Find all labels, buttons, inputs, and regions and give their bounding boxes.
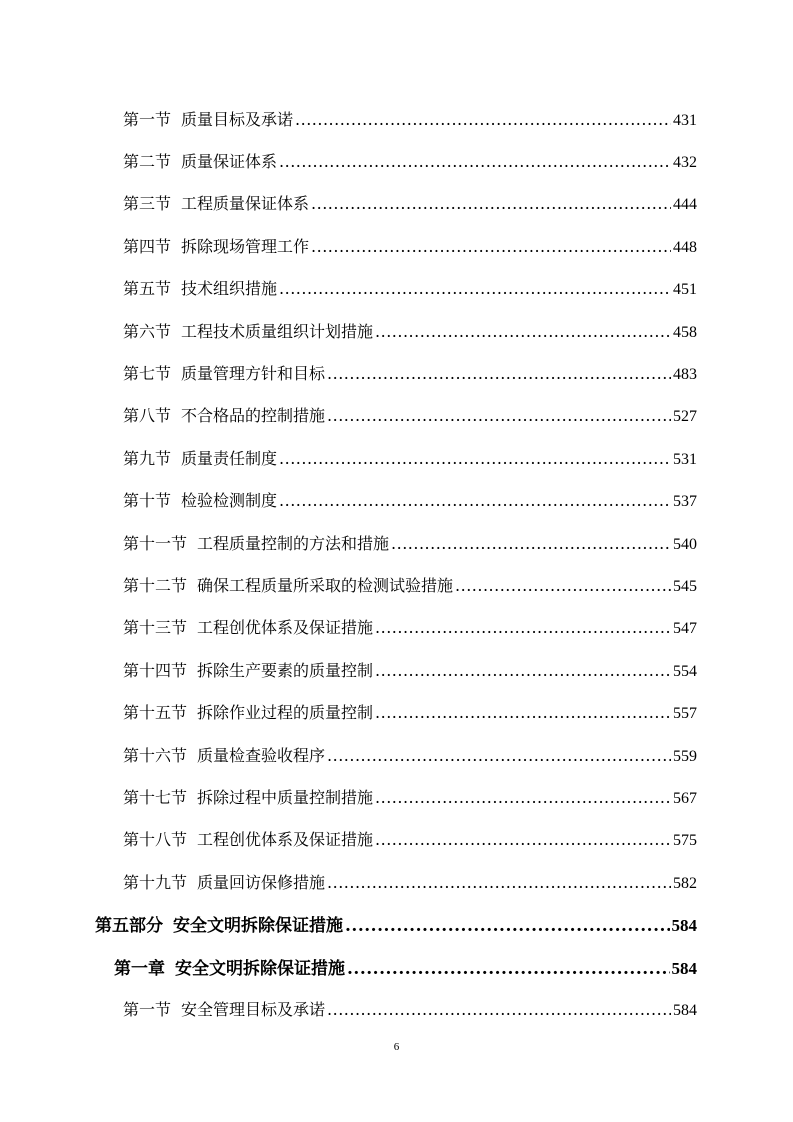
dot-leader <box>327 746 671 765</box>
toc-entry-page: 448 <box>673 238 697 256</box>
toc-entry-page: 582 <box>673 874 697 892</box>
toc-entry[interactable] <box>0 479 793 521</box>
toc-entry-page: 527 <box>673 408 697 426</box>
toc-entry-page: 451 <box>673 281 697 299</box>
toc-entry[interactable] <box>0 818 793 860</box>
toc-entry-title: 安全文明拆除保证措施 <box>175 958 345 979</box>
toc-entry-number: 第四节 <box>123 236 172 256</box>
toc-entry-number: 第十节 <box>123 491 172 511</box>
dot-leader <box>279 491 671 510</box>
toc-entry-number: 第十二节 <box>123 575 188 595</box>
toc-entry[interactable] <box>0 182 793 224</box>
toc-entry-title: 拆除现场管理工作 <box>181 236 310 256</box>
toc-entry-page: 584 <box>673 1001 697 1019</box>
dot-leader <box>311 237 671 256</box>
toc-entry[interactable] <box>0 139 793 181</box>
toc-entry-page: 584 <box>671 916 697 936</box>
toc-part-heading[interactable] <box>0 902 793 944</box>
toc-entry-number: 第十六节 <box>123 745 188 765</box>
toc-entry-page: 432 <box>673 154 697 172</box>
toc-entry-page: 545 <box>673 577 697 595</box>
toc-entry-number: 第十三节 <box>123 618 188 638</box>
toc-entry-title: 工程技术质量组织计划措施 <box>181 321 374 341</box>
toc-entry-page: 483 <box>673 366 697 384</box>
toc-entry-number: 第六节 <box>123 321 172 341</box>
toc-entry-number: 第二节 <box>123 152 172 172</box>
toc-entry[interactable] <box>0 394 793 436</box>
toc-entry-page: 431 <box>673 111 697 129</box>
toc-entry-title: 质量回访保修措施 <box>197 872 326 892</box>
dot-leader <box>295 110 671 129</box>
toc-entry-title: 不合格品的控制措施 <box>181 406 326 426</box>
toc-entry-title: 拆除作业过程的质量控制 <box>197 703 374 723</box>
toc-entry-title: 技术组织措施 <box>181 279 278 299</box>
toc-entry-number: 第十四节 <box>123 660 188 680</box>
toc-entry-page: 584 <box>671 958 697 978</box>
dot-leader <box>375 703 671 722</box>
toc-entry[interactable] <box>0 648 793 690</box>
toc-entry-number: 第三节 <box>123 194 172 214</box>
dot-leader <box>375 322 671 341</box>
toc-entry[interactable] <box>0 97 793 139</box>
dot-leader <box>345 916 670 936</box>
toc-entry[interactable] <box>0 563 793 605</box>
dot-leader <box>279 152 671 171</box>
toc-entry-page: 554 <box>673 662 697 680</box>
toc-entry[interactable] <box>0 521 793 563</box>
toc-entry-title: 质量检查验收程序 <box>197 745 326 765</box>
toc-entry-page: 547 <box>673 620 697 638</box>
toc-entry[interactable] <box>0 987 793 1029</box>
dot-leader <box>327 364 671 383</box>
dot-leader <box>279 279 671 298</box>
toc-entry[interactable] <box>0 436 793 478</box>
toc-entry-page: 557 <box>673 705 697 723</box>
toc-entry[interactable] <box>0 351 793 393</box>
dot-leader <box>455 576 671 595</box>
dot-leader <box>327 873 671 892</box>
toc-entry-page: 458 <box>673 323 697 341</box>
toc-entry-page: 575 <box>673 832 697 850</box>
toc-entry-number: 第一节 <box>123 109 172 129</box>
toc-entry-number: 第五节 <box>123 279 172 299</box>
toc-entry-number: 第九节 <box>123 448 172 468</box>
toc-entry-title: 工程创优体系及保证措施 <box>197 830 374 850</box>
toc-entry-title: 工程质量保证体系 <box>181 194 310 214</box>
dot-leader <box>327 406 671 425</box>
toc-entry-page: 531 <box>673 450 697 468</box>
toc-entry-title: 质量责任制度 <box>181 448 278 468</box>
table-of-contents <box>0 97 793 1030</box>
toc-entry[interactable] <box>0 224 793 266</box>
toc-chapter-heading[interactable] <box>0 945 793 987</box>
dot-leader <box>375 788 671 807</box>
toc-entry-title: 拆除生产要素的质量控制 <box>197 660 374 680</box>
dot-leader <box>375 618 671 637</box>
toc-entry-number: 第十九节 <box>123 872 188 892</box>
dot-leader <box>375 830 671 849</box>
toc-entry-number: 第十七节 <box>123 787 188 807</box>
toc-entry-title: 质量管理方针和目标 <box>181 364 326 384</box>
toc-entry[interactable] <box>0 309 793 351</box>
dot-leader <box>347 959 670 979</box>
toc-entry-title: 确保工程质量所采取的检测试验措施 <box>197 575 454 595</box>
dot-leader <box>311 194 671 213</box>
toc-entry[interactable] <box>0 733 793 775</box>
toc-entry-number: 第五部分 <box>95 916 163 937</box>
toc-entry[interactable] <box>0 267 793 309</box>
dot-leader <box>391 534 671 553</box>
toc-entry-number: 第七节 <box>123 364 172 384</box>
toc-entry-page: 537 <box>673 493 697 511</box>
toc-entry-number: 第十五节 <box>123 703 188 723</box>
toc-entry-page: 559 <box>673 747 697 765</box>
dot-leader <box>327 1000 671 1019</box>
toc-entry[interactable] <box>0 860 793 902</box>
toc-entry-page: 444 <box>673 196 697 214</box>
toc-entry-number: 第一章 <box>114 958 165 979</box>
dot-leader <box>279 449 671 468</box>
toc-entry-title: 质量目标及承诺 <box>181 109 294 129</box>
toc-entry-title: 拆除过程中质量控制措施 <box>197 787 374 807</box>
toc-entry-title: 工程创优体系及保证措施 <box>197 618 374 638</box>
toc-entry-title: 安全管理目标及承诺 <box>181 999 326 1019</box>
toc-entry[interactable] <box>0 690 793 732</box>
toc-entry-title: 检验检测制度 <box>181 491 278 511</box>
toc-entry-number: 第一节 <box>123 999 172 1019</box>
toc-entry-title: 安全文明拆除保证措施 <box>173 916 343 937</box>
toc-entry-number: 第十八节 <box>123 830 188 850</box>
toc-entry-number: 第十一节 <box>123 533 188 553</box>
dot-leader <box>375 661 671 680</box>
toc-entry[interactable] <box>0 775 793 817</box>
toc-entry-title: 质量保证体系 <box>181 152 278 172</box>
toc-entry-page: 567 <box>673 789 697 807</box>
toc-entry[interactable] <box>0 606 793 648</box>
toc-entry-title: 工程质量控制的方法和措施 <box>197 533 390 553</box>
page-number: 6 <box>393 1041 400 1053</box>
toc-entry-page: 540 <box>673 535 697 553</box>
toc-entry-number: 第八节 <box>123 406 172 426</box>
